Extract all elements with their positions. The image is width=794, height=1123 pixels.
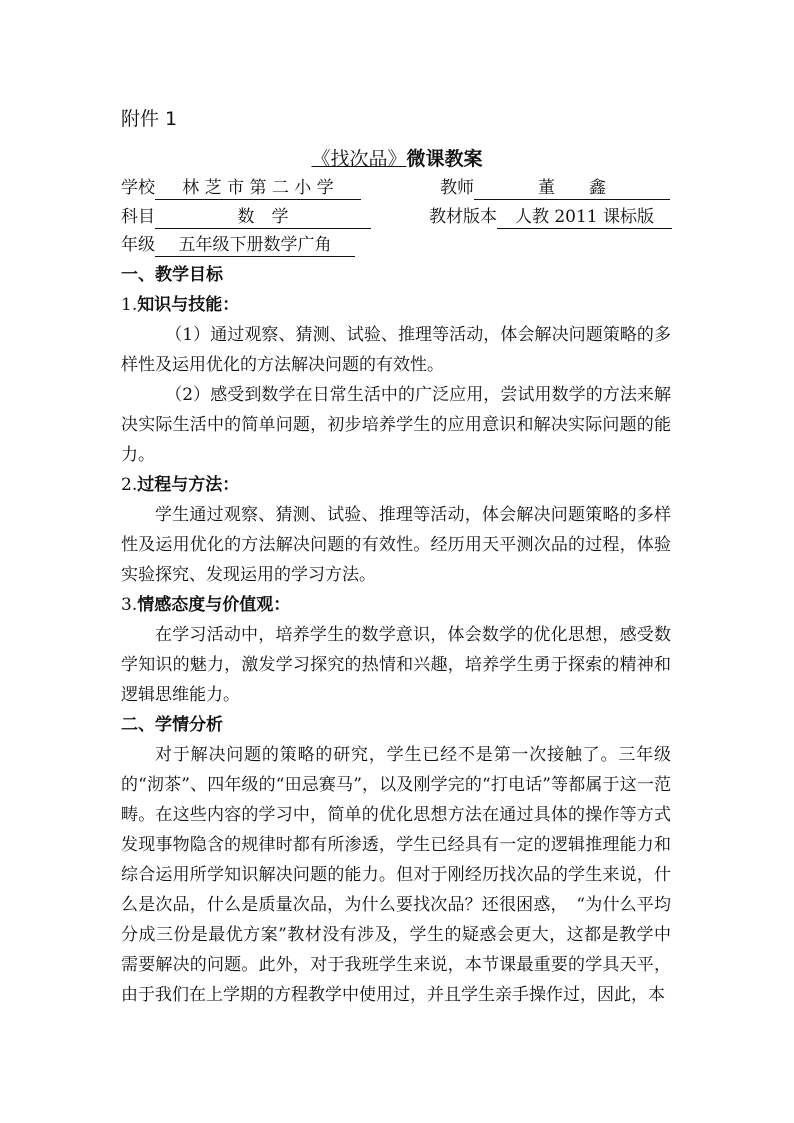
title-book-name: 《找次品》: [311, 148, 407, 170]
paragraph: （1）通过观察、猜测、试验、推理等活动，体会解决问题策略的多样性及运用优化的方法解决问题的有效性。: [121, 325, 671, 375]
paragraph: 学生通过观察、猜测、试验、推理等活动，体会解决问题策略的多样性及运用优化的方法解决问题的有效性。经历用天平测次品的过程，体验实验探究、发现运用的学习方法。: [121, 505, 671, 585]
paragraph: 在学习活动中，培养学生的数学意识，体会数学的优化思想，感受数学知识的魅力，激发学习探究的热情和兴趣，培养学生勇于探索的精神和逻辑思维能力。: [121, 625, 671, 705]
edition-label: 教材版本: [429, 207, 497, 227]
paragraph: （2）感受到数学在日常生活中的广泛应用，尝试用数学的方法来解决实际生活中的简单问题，初步培养学生的应用意识和解决实际问题的能力。: [121, 385, 671, 465]
subject-label: 科目: [121, 207, 155, 227]
grade-value: 五年级下册数学广角: [155, 234, 355, 257]
subsection-knowledge-heading: 1.知识与技能：: [121, 295, 240, 315]
subsection-process-heading: 2.过程与方法：: [121, 475, 240, 495]
teacher-label: 教师: [440, 178, 474, 198]
section-teaching-goals-heading: 一、教学目标: [121, 265, 223, 285]
title-main: 微课教案: [406, 148, 483, 170]
meta-subject: [121, 205, 371, 229]
document-body: [121, 260, 671, 1010]
school-label: 学校: [121, 178, 155, 198]
meta-teacher: [440, 176, 670, 200]
document-title: [0, 144, 794, 171]
subsection-attitude-heading: 3.情感态度与价值观：: [121, 595, 291, 615]
meta-grade: [121, 233, 355, 257]
paragraph: 对于解决问题的策略的研究，学生已经不是第一次接触了。三年级的“沏茶”、四年级的“田忌赛马”，以及刚学完的“打电话”等都属于这一范畴。在这些内容的学习中，简单的优化思想方法在通过具体的操作等方式发现事物隐含的规律时都有所渗透，学生已经具有一定的逻辑推理能力和综合运用所学知识解决问题的能力。但对于刚经历找次品的学生来说，什么是次品，什么是质量次品，为什么要找次品？还很困惑， “为什么平均分成三份是最优方案”教材没有涉及，学生的疑惑会更大，这都是教学中需要解决的问题。此外，对于我班学生来说，本节课最重要的学具天平，由于我们在上学期的方程教学中使用过，并且学生亲手操作过，因此，本: [121, 745, 671, 1005]
edition-value: 人教 2011 课标版: [497, 206, 672, 229]
meta-school: [121, 176, 361, 200]
teacher-value: 董 鑫: [474, 177, 670, 200]
section-learner-analysis-heading: 二、学情分析: [121, 715, 223, 735]
subject-value: 数 学: [155, 206, 371, 229]
school-value: 林 芝 市 第 二 小 学: [155, 177, 361, 200]
attachment-label: 附件 1: [121, 108, 178, 130]
meta-edition: [429, 205, 672, 229]
grade-label: 年级: [121, 235, 155, 255]
